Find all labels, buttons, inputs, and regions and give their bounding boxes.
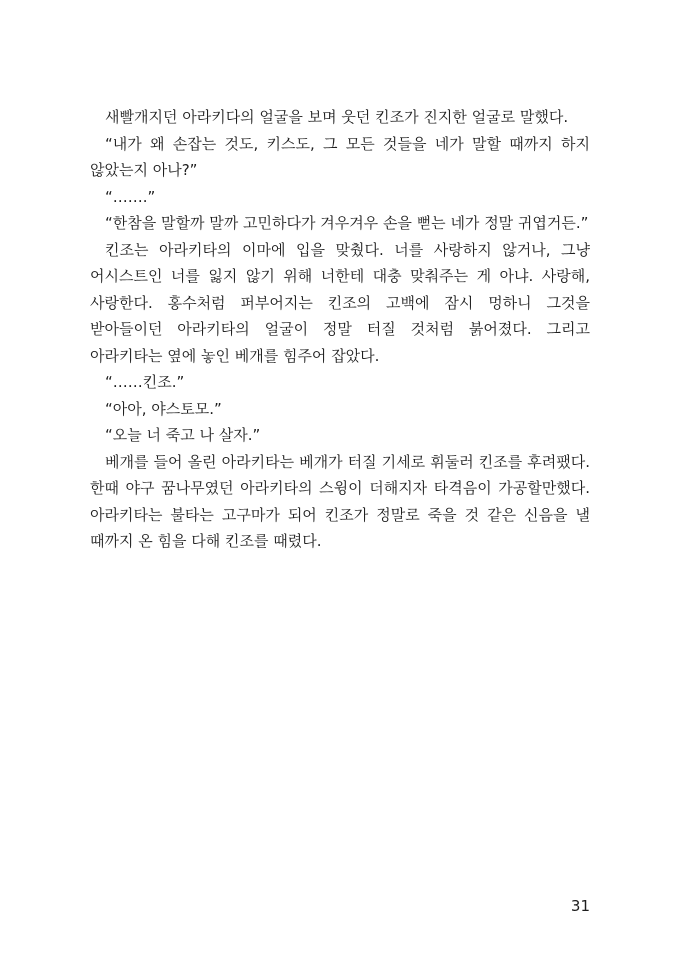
paragraph-5: 킨조는 아라키타의 이마에 입을 맞췄다. 너를 사랑하지 않거나, 그냥 어시스트인 너를 잃지 않기 위해 너한테 대충 맞춰주는 게 아냐. 사랑해, 사랑한다. 홍수처럼 퍼부어지는 킨조의 고백에 잠시 멍하니 그것을 받아들이던 아라키타의 얼굴이 정말 터질 것처럼 붉어졌다. 그리고 아라키타는 옆에 놓인 베개를 힘주어 잡았다. (90, 240, 590, 365)
paragraph-2: “내가 왜 손잡는 것도, 키스도, 그 모든 것들을 네가 말할 때까지 하지 않았는지 아나?” (90, 134, 590, 179)
page-number: 31 (570, 897, 590, 915)
paragraph-4: “한참을 말할까 말까 고민하다가 겨우겨우 손을 뻗는 네가 정말 귀엽거든.” (105, 214, 589, 232)
paragraph-3: “…….” (105, 187, 156, 206)
paragraph-8: “오늘 너 죽고 나 살자.” (105, 426, 261, 444)
paragraph-9: 베개를 들어 올린 아라키타는 베개가 터질 기세로 휘둘러 킨조를 후려팼다. 한때 야구 꿈나무였던 아라키타의 스윙이 더해지자 타격음이 가공할만했다. 아라키타는 불타는 고구마가 되어 킨조가 정말로 죽을 것 같은 신음을 낼 때까지 온 힘을 다해 킨조를 때렸다. (90, 452, 590, 550)
body-text (90, 104, 590, 555)
paragraph-7: “아아, 야스토모.” (105, 399, 222, 418)
paragraph-6: “……킨조.” (105, 373, 185, 391)
paragraph-1: 새빨개지던 아라키다의 얼굴을 보며 웃던 킨조가 진지한 얼굴로 말했다. (105, 108, 569, 126)
